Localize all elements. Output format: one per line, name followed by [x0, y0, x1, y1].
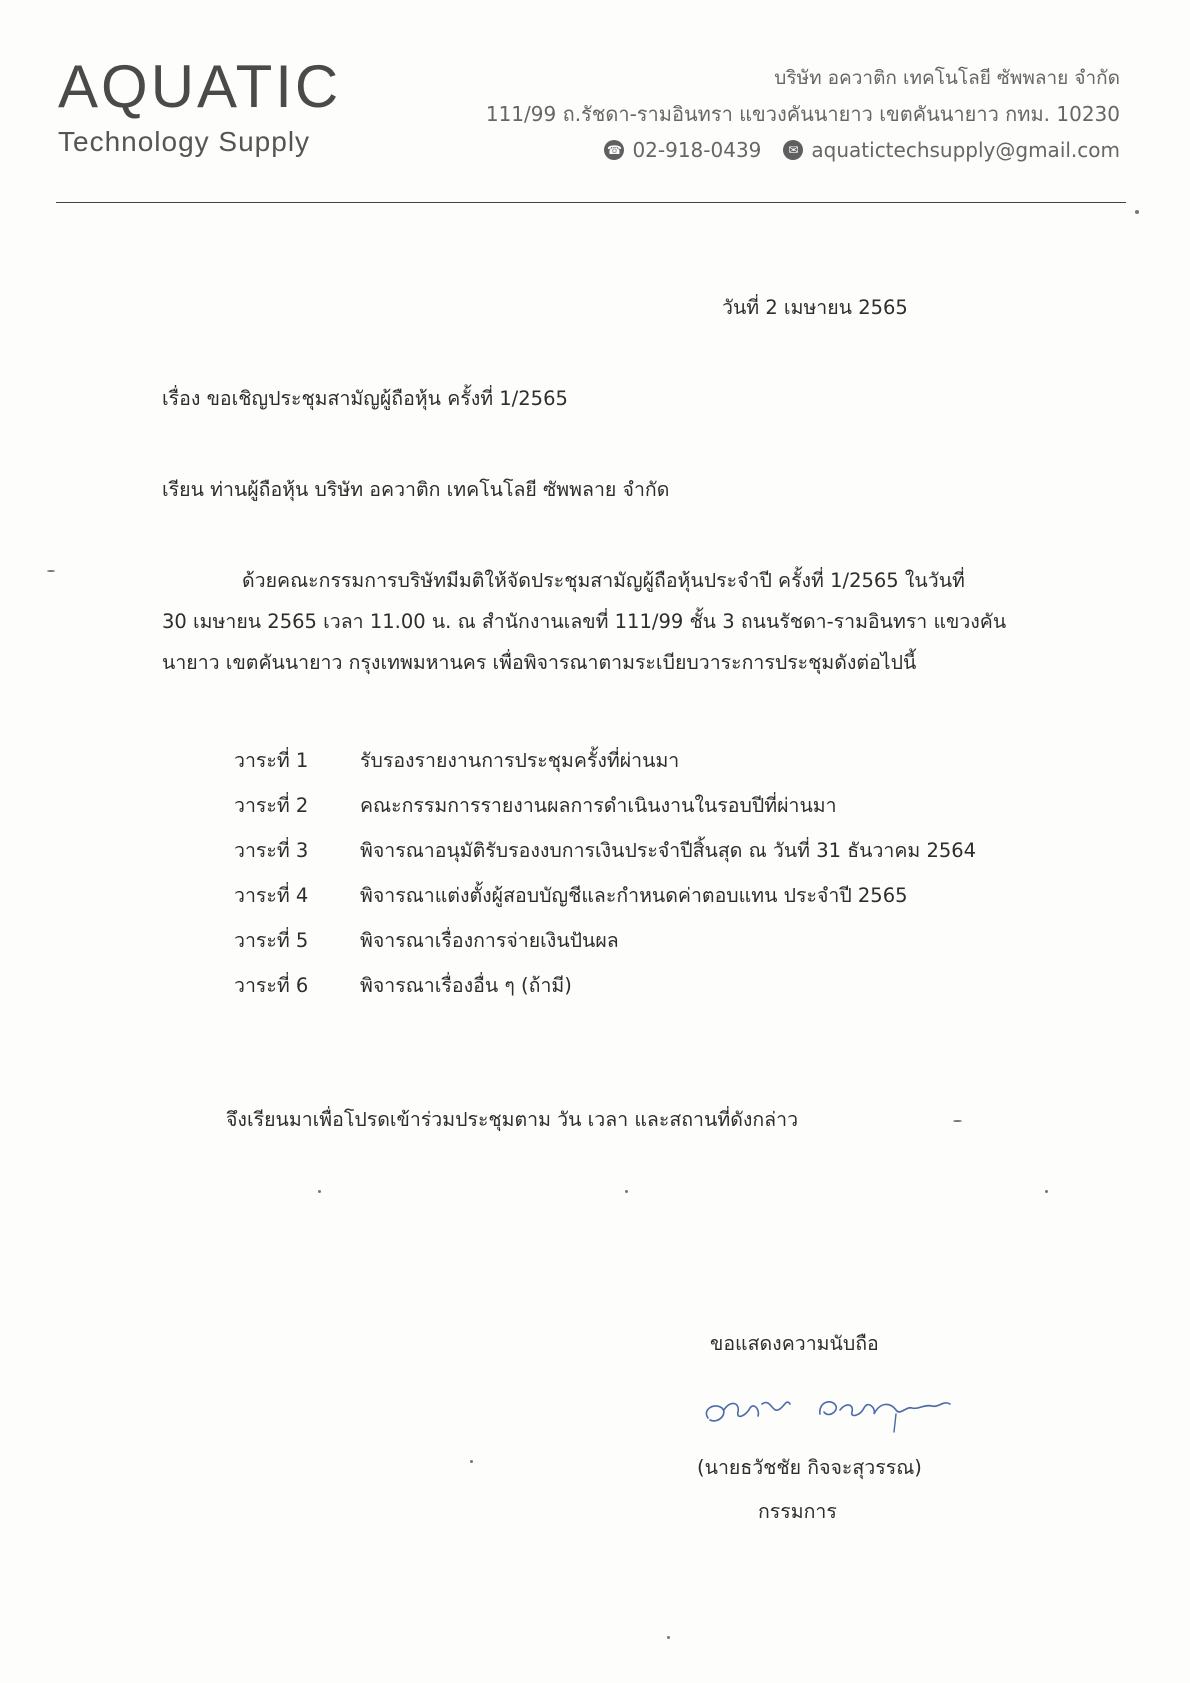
- scan-speck: [47, 570, 55, 572]
- scan-speck: [318, 1190, 321, 1193]
- agenda-number: วาระที่ 2: [234, 794, 309, 817]
- scan-speck: [667, 1636, 670, 1639]
- agenda-text: พิจารณาเรื่องอื่น ๆ (ถ้ามี): [360, 974, 572, 997]
- company-logo: [58, 52, 368, 158]
- handwritten-signature: [700, 1380, 960, 1440]
- agenda-item: [234, 873, 976, 918]
- phone-contact: [604, 132, 761, 168]
- logo-wordmark: AQUATIC: [58, 53, 342, 120]
- scan-speck: [470, 1460, 473, 1463]
- agenda-list: [234, 738, 976, 1008]
- signer-name: (นายธวัชชัย กิจจะสุวรรณ): [697, 1456, 922, 1479]
- letter-salutation: เรียน ท่านผู้ถือหุ้น บริษัท อควาติก เทคโนโลยี ซัพพลาย จำกัด: [162, 478, 670, 501]
- agenda-number: วาระที่ 4: [234, 884, 309, 907]
- contact-row: [486, 132, 1120, 168]
- agenda-text: รับรองรายงานการประชุมครั้งที่ผ่านมา: [360, 749, 680, 772]
- regards-line: ขอแสดงความนับถือ: [710, 1332, 879, 1355]
- company-address: 111/99 ถ.รัชดา-รามอินทรา แขวงคันนายาว เขตคันนายาว กทม. 10230: [485, 102, 1120, 126]
- letter-subject: เรื่อง ขอเชิญประชุมสามัญผู้ถือหุ้น ครั้งที่ 1/2565: [162, 387, 568, 410]
- agenda-text: พิจารณาเรื่องการจ่ายเงินปันผล: [360, 929, 619, 952]
- company-info: [486, 60, 1120, 168]
- signer-title: กรรมการ: [758, 1500, 837, 1523]
- body-paragraph: [162, 560, 1042, 683]
- agenda-text: คณะกรรมการรายงานผลการดำเนินงานในรอบปีที่ผ่านมา: [360, 794, 837, 817]
- paragraph-line: ด้วยคณะกรรมการบริษัทมีมติให้จัดประชุมสามัญผู้ถือหุ้นประจำปี ครั้งที่ 1/2565 ในวันที่: [242, 569, 965, 592]
- logo-subtitle: Technology Supply: [58, 126, 311, 157]
- scan-speck: [1135, 210, 1139, 214]
- phone-icon: ☎: [604, 140, 624, 160]
- scan-speck: [953, 1120, 962, 1122]
- paragraph-line: 30 เมษายน 2565 เวลา 11.00 น. ณ สำนักงานเลขที่ 111/99 ชั้น 3 ถนนรัชดา-รามอินทรา แขวงคัน: [162, 610, 1007, 633]
- company-name: บริษัท อควาติก เทคโนโลยี ซัพพลาย จำกัด: [774, 67, 1120, 89]
- agenda-number: วาระที่ 3: [234, 839, 309, 862]
- agenda-item: [234, 783, 976, 828]
- agenda-number: วาระที่ 1: [234, 749, 309, 772]
- agenda-item: [234, 738, 976, 783]
- agenda-text: พิจารณาอนุมัติรับรองงบการเงินประจำปีสิ้นสุด ณ วันที่ 31 ธันวาคม 2564: [360, 839, 977, 862]
- agenda-item: [234, 963, 976, 1008]
- mail-icon: ✉: [783, 140, 803, 160]
- agenda-number: วาระที่ 6: [234, 974, 309, 997]
- scan-speck: [1045, 1190, 1048, 1193]
- scan-speck: [625, 1190, 628, 1193]
- closing-sentence: จึงเรียนมาเพื่อโปรดเข้าร่วมประชุมตาม วัน เวลา และสถานที่ดังกล่าว: [226, 1108, 799, 1131]
- letter-date: วันที่ 2 เมษายน 2565: [722, 296, 908, 319]
- agenda-item: [234, 918, 976, 963]
- header-divider: [56, 202, 1126, 203]
- email-address: aquatictechsupply@gmail.com: [811, 138, 1120, 162]
- agenda-number: วาระที่ 5: [234, 929, 309, 952]
- email-contact: [783, 132, 1120, 168]
- agenda-text: พิจารณาแต่งตั้งผู้สอบบัญชีและกำหนดค่าตอบแทน ประจำปี 2565: [360, 884, 908, 907]
- agenda-item: [234, 828, 976, 873]
- phone-number: 02-918-0439: [632, 138, 762, 162]
- paragraph-line: นายาว เขตคันนายาว กรุงเทพมหานคร เพื่อพิจารณาตามระเบียบวาระการประชุมดังต่อไปนี้: [162, 651, 917, 674]
